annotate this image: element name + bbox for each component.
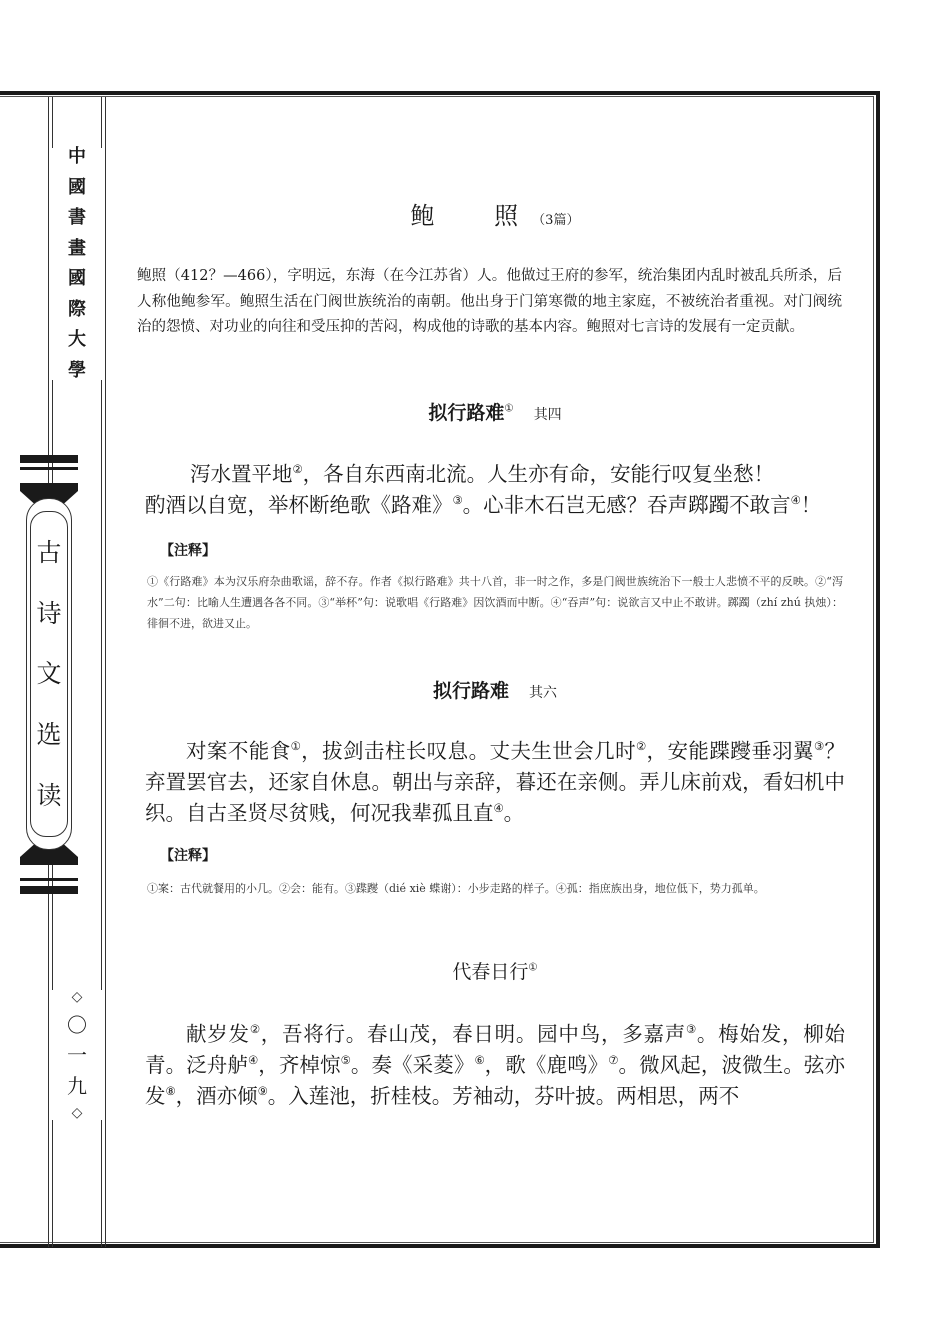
verse-text: 酌酒以自宽，举杯断绝歌《路难》 — [145, 493, 453, 517]
verse-text: ，歌《鹿鸣》 — [484, 1053, 609, 1077]
annotation-label: 【注释】 — [160, 848, 216, 864]
poem-title-text: 拟行路难 — [428, 402, 505, 424]
verse-text: 。奏《采菱》 — [350, 1053, 475, 1077]
footnote-mark: ① — [504, 402, 514, 415]
footnote-mark: ④ — [248, 1054, 259, 1068]
page-number-char: 一 — [67, 1043, 87, 1067]
verse-text: 献岁发 — [186, 1022, 250, 1046]
footnote-mark: ④ — [493, 802, 504, 816]
footnote-mark: ② — [636, 740, 647, 754]
book-title-char: 诗 — [36, 598, 62, 628]
spine-char: 畫 — [68, 237, 86, 259]
footnote-mark: ⑧ — [165, 1085, 176, 1099]
verse-text: ，吾将行。春山茂，春日明。园中鸟，多嘉声 — [260, 1022, 687, 1046]
spine-bar — [20, 886, 78, 894]
footnote-mark: ⑤ — [340, 1054, 351, 1068]
page-number-char: 九 — [67, 1073, 87, 1098]
verse-text: ，安能蹀躞垂羽翼 — [646, 739, 814, 763]
footnote-mark: ③ — [813, 740, 825, 754]
spine-char: 大 — [68, 329, 86, 351]
spine-char: 書 — [68, 207, 86, 229]
spine-rule — [105, 97, 106, 1247]
verse-text: 。心非木石岂无感？吞声踯躅不敢言 — [462, 493, 791, 517]
spine-school-name — [49, 148, 105, 380]
poem-verse — [145, 736, 845, 829]
spine-bar — [20, 878, 78, 881]
spine-char: 國 — [68, 268, 86, 290]
spine-book-title — [20, 483, 78, 865]
verse-text: ，拔剑击柱长叹息。丈夫生世会几时 — [301, 739, 637, 763]
page-number — [49, 990, 105, 1120]
verse-line — [145, 490, 850, 521]
poem-subtitle: 其四 — [533, 407, 562, 423]
page-number-char: 〇 — [67, 1012, 87, 1037]
footnote-mark: ⑨ — [257, 1085, 268, 1099]
poem-title-text: 拟行路难 — [432, 680, 509, 702]
footnote-mark: ⑦ — [608, 1054, 619, 1068]
spine-bar — [20, 467, 78, 470]
spine-char: 國 — [68, 176, 86, 198]
verse-text: 对案不能食 — [186, 739, 291, 763]
footnote-mark: ① — [528, 961, 538, 974]
verse-text: ！ — [800, 493, 822, 517]
poem-title — [110, 398, 880, 425]
book-title-char: 古 — [36, 537, 62, 567]
spine-char: 中 — [68, 146, 86, 167]
footnote-mark: ③ — [452, 494, 463, 508]
verse-text: 泻水置平地 — [190, 462, 293, 486]
poem-title — [110, 957, 880, 984]
cartouche-inner — [30, 511, 68, 837]
spine-bar — [20, 455, 78, 463]
author-bio: 鲍照（412？—466），字明远，东海（在今江苏省）人。他做过王府的参军，统治集团内乱时被乱兵所杀，后人称他鲍参军。鲍照生活在门阀世族统治的南朝。他出身于门第寒微的地主家庭，不被统治者重视。对门阀统治的怨愤、对功业的向往和受压抑的苦闷，构成他的诗歌的基本内容。鲍照对七言诗的发展有一定贡献。 — [137, 268, 842, 335]
annotation-text: ①《行路难》本为汉乐府杂曲歌谣，辞不存。作者《拟行路难》共十八首，非一时之作，多是门阀世族统治下一般士人悲愤不平的反映。②“泻水”二句：比喻人生遭遇各各不同。③“举杯”句：说歌唱《行路难》因饮酒而中断。④“吞声”句：说欲言又中止不敢讲。踯躅（zhí zhú 执烛）：徘徊不进，欲进又止。 — [147, 575, 843, 630]
footnote-mark: ⑥ — [474, 1054, 485, 1068]
verse-text: ，各自东西南北流。人生亦有命，安能行叹复坐愁！ — [302, 462, 775, 486]
footnote-mark: ④ — [790, 494, 801, 508]
footnote-mark: ① — [290, 740, 302, 754]
book-title-char: 文 — [36, 659, 62, 689]
verse-text: ，齐棹惊 — [258, 1053, 341, 1077]
spine-char: 學 — [68, 359, 86, 381]
poem-title — [110, 676, 880, 703]
footnote-mark: ② — [249, 1023, 261, 1037]
annotation-label: 【注释】 — [160, 543, 216, 559]
verse-text: ？弃置罢官去，还家自休息。朝出与亲辞，暮还在亲侧。弄儿床前戏，看妇机中织。自古圣贤尽贫贱，何况我辈孤且直 — [145, 739, 845, 825]
spine-char: 際 — [68, 298, 86, 320]
author-name: 鲍 照 — [410, 202, 545, 230]
poem-verse — [145, 1019, 845, 1112]
footnote-mark: ② — [292, 463, 303, 477]
verse-text: 。 — [503, 801, 525, 825]
poem-subtitle: 其六 — [529, 685, 557, 701]
poem-verse — [145, 459, 850, 521]
book-title-char: 选 — [36, 720, 62, 750]
book-title-char: 读 — [36, 781, 62, 811]
diamond-ornament-icon: ◇ — [71, 1105, 83, 1121]
piece-count: （3篇） — [532, 213, 580, 228]
diamond-ornament-icon: ◇ — [71, 989, 83, 1005]
annotation-text: ①案：古代就餐用的小几。②会：能有。③蹀躞（dié xiè 蝶谢）：小步走路的样子。④孤：指庶族出身，地位低下，势力孤单。 — [147, 882, 765, 895]
verse-text: 。梅始发，柳始青。泛舟舻 — [145, 1022, 846, 1077]
verse-line — [190, 459, 850, 490]
verse-text: 。入莲池，折桂枝。芳袖动，芬叶披。两相思，两不 — [267, 1084, 740, 1108]
poem-title-text: 代春日行 — [452, 961, 529, 983]
author-heading — [110, 196, 880, 231]
verse-text: 。微风起，波微生。弦亦发 — [145, 1053, 846, 1108]
footnote-mark: ③ — [686, 1023, 697, 1037]
verse-text: ，酒亦倾 — [175, 1084, 258, 1108]
